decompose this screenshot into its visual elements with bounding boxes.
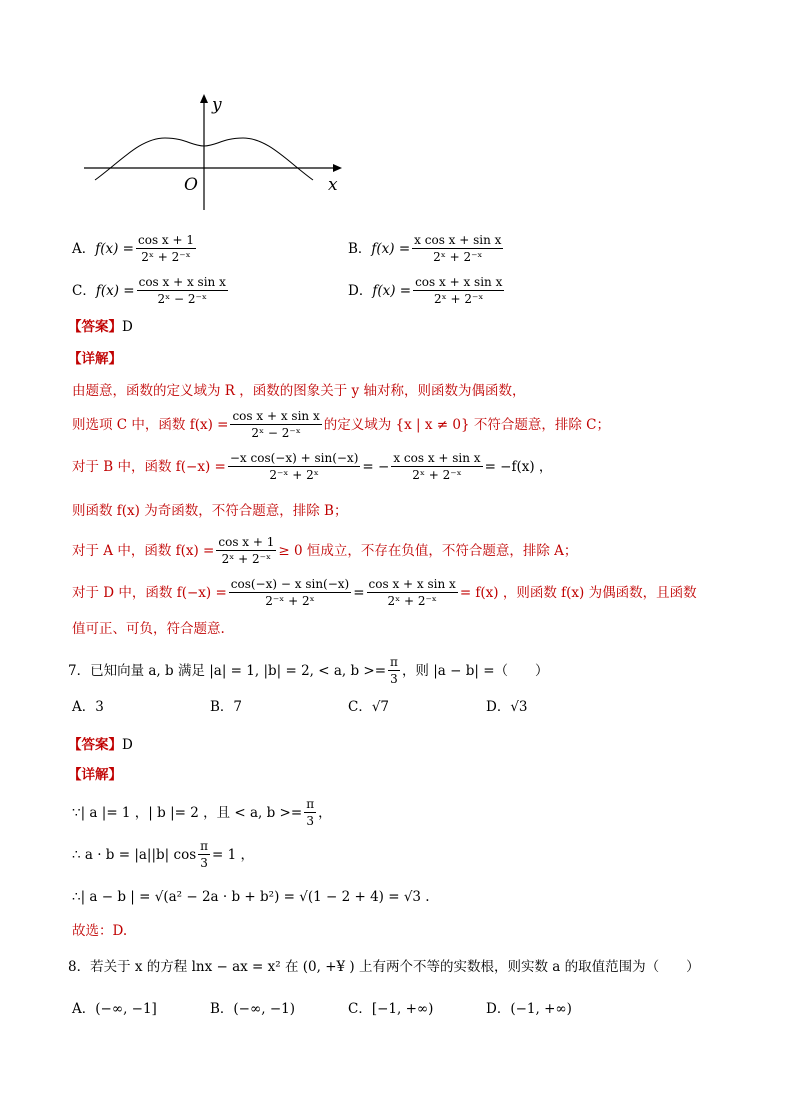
q6-detail-line-1: 由题意，函数的定义域为 R ，函数的图象关于 y 轴对称，则函数为偶函数， [72, 383, 526, 399]
text: 则选项 C 中，函数 f(x) = [72, 416, 229, 433]
q7-conclusion: 故选：D. [72, 923, 128, 939]
answer-label: 【答案】 [68, 319, 122, 335]
text: 对于 B 中，函数 f(−x) = [72, 458, 226, 475]
text: 的定义域为 {x | x ≠ 0} 不符合题意，排除 C； [323, 416, 610, 433]
frac-den: 2⁻ˣ + 2ˣ [265, 594, 315, 608]
option-lhs: f(x) = [371, 240, 411, 257]
text: 对于 D 中，函数 f(−x) = [72, 584, 227, 601]
option-letter: A． [72, 240, 96, 257]
q8-option-d: D．(−1, +∞) [486, 1001, 572, 1017]
fraction [230, 408, 321, 441]
y-axis-label: y [212, 95, 222, 115]
option-lhs: f(x) = [95, 282, 135, 299]
fraction [228, 450, 361, 483]
frac-den: 3 [200, 856, 208, 870]
text: ≥ 0 恒成立，不存在负值，不符合题意，排除 A； [278, 542, 578, 559]
q7-stem [68, 654, 549, 687]
text: = − [362, 458, 390, 475]
text: = −f(x) ， [484, 458, 553, 475]
text: ， [318, 804, 332, 821]
frac-num: cos x + x sin x [415, 275, 503, 289]
q6-detail-line-4: 则函数 f(x) 为奇函数，不符合题意，排除 B； [72, 503, 348, 519]
frac-num: cos x + 1 [218, 535, 275, 549]
x-axis-label: x [328, 175, 338, 195]
option-fraction [137, 274, 228, 307]
fraction [229, 576, 351, 609]
fraction [388, 654, 400, 687]
text: 对于 A 中，函数 f(x) = [72, 542, 215, 559]
q6-detail-line-5 [72, 534, 577, 567]
q8-option-a: A．(−∞, −1] [72, 1001, 157, 1017]
q6-detail-line-6 [72, 576, 697, 609]
q7-option-c: C．√7 [348, 699, 390, 715]
y-axis-arrow [200, 94, 208, 103]
frac-num: x cos x + sin x [414, 233, 502, 247]
q6-option-d [348, 274, 506, 307]
frac-den: 2⁻ˣ + 2ˣ [269, 468, 319, 482]
q8-option-c: C．[−1, +∞) [348, 1001, 434, 1017]
q6-detail-line-2 [72, 408, 610, 441]
q7-answer [68, 736, 133, 754]
function-graph [80, 90, 350, 215]
fraction [367, 576, 458, 609]
fraction [216, 534, 276, 567]
frac-num: −x cos(−x) + sin(−x) [229, 451, 359, 465]
q8-option-b: B．(−∞, −1) [210, 1001, 295, 1017]
frac-den: 3 [390, 672, 398, 686]
option-lhs: f(x) = [372, 282, 412, 299]
text: ，则 |a − b| =（ ） [401, 662, 549, 679]
q7-option-d: D．√3 [486, 699, 528, 715]
frac-num: π [200, 839, 209, 853]
q6-option-b [348, 232, 505, 265]
option-fraction [413, 274, 504, 307]
frac-den: 2ˣ − 2⁻ˣ [251, 426, 301, 440]
frac-num: π [306, 797, 315, 811]
frac-num: cos x + x sin x [138, 275, 226, 289]
frac-den: 2ˣ + 2⁻ˣ [221, 552, 272, 566]
frac-den: 2ˣ + 2⁻ˣ [412, 468, 462, 482]
frac-num: cos x + 1 [138, 233, 195, 247]
option-letter: D． [348, 282, 373, 299]
option-lhs: f(x) = [95, 240, 134, 257]
answer-value: D [122, 319, 133, 335]
text: ∵| a |= 1 ，| b |= 2 ，且 < a, b >= [72, 804, 303, 821]
frac-num: cos x + x sin x [368, 577, 456, 591]
q6-detail-line-3 [72, 450, 552, 483]
frac-num: cos(−x) − x sin(−x) [230, 577, 350, 591]
text: = 1 ， [212, 846, 255, 863]
q8-stem: 8．若关于 x 的方程 lnx − ax = x² 在 (0, +¥ ) 上有两个不等的实数根，则实数 a 的取值范围为（ ） [68, 959, 700, 975]
frac-den: 2ˣ + 2⁻ˣ [387, 594, 437, 608]
q7-detail-line-3: ∴| a − b | = √(a² − 2a · b + b²) = √(1 − 2 + 4) = √3 . [72, 889, 430, 905]
q6-answer [68, 318, 133, 336]
frac-den: 2ˣ − 2⁻ˣ [157, 292, 207, 306]
q7-detail-label: 【详解】 [68, 767, 122, 783]
fraction [198, 838, 210, 871]
origin-label: O [184, 175, 198, 195]
text: 7．已知向量 a, b 满足 |a| = 1, |b| = 2, < a, b >= [68, 662, 387, 679]
x-axis-arrow [333, 164, 342, 172]
answer-value: D [122, 737, 133, 753]
frac-den: 2ˣ + 2⁻ˣ [433, 250, 483, 264]
q7-detail-line-2 [72, 838, 254, 871]
q6-detail-label: 【详解】 [68, 351, 122, 367]
frac-den: 3 [306, 814, 314, 828]
option-letter: B． [348, 240, 372, 257]
text: = f(x) ，则函数 f(x) 为偶函数，且函数 [459, 584, 697, 601]
option-fraction [136, 232, 196, 265]
q6-option-a [72, 232, 198, 265]
text: ∴ a · b = |a||b| cos [72, 846, 197, 863]
text: = [353, 584, 365, 601]
frac-num: x cos x + sin x [393, 451, 481, 465]
option-letter: C． [72, 282, 96, 299]
frac-den: 2ˣ + 2⁻ˣ [433, 292, 484, 306]
q7-option-b: B．7 [210, 699, 243, 715]
q6-detail-line-7: 值可正、可负，符合题意. [72, 621, 225, 637]
frac-num: cos x + x sin x [232, 409, 320, 423]
q7-detail-line-1 [72, 796, 332, 829]
q7-option-a: A．3 [72, 699, 104, 715]
option-fraction [412, 232, 503, 265]
fraction [391, 450, 482, 483]
q6-option-c [72, 274, 230, 307]
fraction [304, 796, 316, 829]
frac-num: π [390, 655, 398, 669]
answer-label: 【答案】 [68, 737, 122, 753]
frac-den: 2ˣ + 2⁻ˣ [141, 250, 191, 264]
